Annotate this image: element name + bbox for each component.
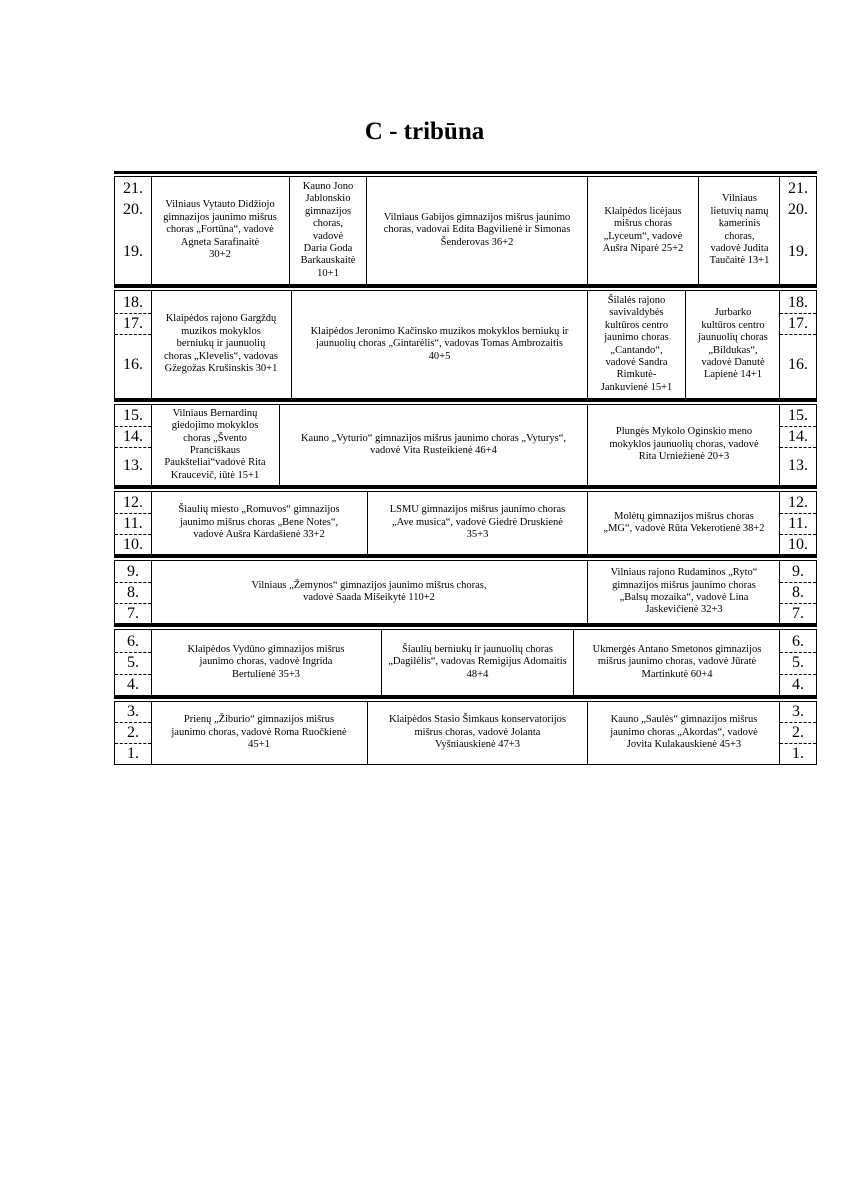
row-divider xyxy=(115,722,151,723)
row-divider xyxy=(115,582,151,583)
row-number: 2. xyxy=(127,724,139,741)
row-number: 20. xyxy=(788,201,808,218)
row-number: 21. xyxy=(123,180,143,197)
row-numbers-left xyxy=(115,177,152,284)
choir-cell: Kauno „Saulės“ gimnazijos mišrus jaunimo choras „Akordas“, vadovė Jovita Kulakauskienė 45+3 xyxy=(587,702,780,764)
row-divider xyxy=(115,447,151,448)
row-number: 1. xyxy=(792,745,804,762)
row-number: 14. xyxy=(123,428,143,445)
tribune-section-18-16 xyxy=(114,291,817,399)
row-divider xyxy=(780,334,816,335)
row-divider xyxy=(780,722,816,723)
row-numbers-left xyxy=(115,630,152,695)
row-divider xyxy=(780,313,816,314)
row-number: 12. xyxy=(788,494,808,511)
choir-cell: Jurbarko kultūros centro jaunuolių choras „Bildukas“, vadovė Danutė Lapienė 14+1 xyxy=(685,291,780,398)
row-numbers-right xyxy=(779,291,816,398)
row-number: 5. xyxy=(127,654,139,671)
row-numbers-right xyxy=(779,630,816,695)
page-title: C - tribūna xyxy=(364,118,485,145)
choir-cell: Vilniaus „Žemynos“ gimnazijos jaunimo mišrus choras, vadovė Saada Mišeikytė 110+2 xyxy=(251,579,487,603)
row-divider xyxy=(115,534,151,535)
row-divider xyxy=(780,674,816,675)
row-number: 11. xyxy=(788,515,808,532)
choir-cell: Klaipėdos Stasio Šimkaus konservatorijos mišrus choras, vadovė Jolanta Vyšniauskienė 47+3 xyxy=(367,702,587,764)
row-number: 17. xyxy=(788,315,808,332)
row-number: 10. xyxy=(788,536,808,553)
choir-cell: Klaipėdos licėjaus mišrus choras „Lyceum“, vadovė Aušra Niparė 25+2 xyxy=(587,177,698,284)
row-divider xyxy=(115,603,151,604)
row-divider xyxy=(115,652,151,653)
row-divider xyxy=(115,513,151,514)
row-number: 11. xyxy=(123,515,143,532)
row-number: 21. xyxy=(788,180,808,197)
row-divider xyxy=(780,582,816,583)
tribune-section-6-4 xyxy=(114,630,817,696)
choir-cell: Klaipėdos rajono Gargždų muzikos mokyklos berniukų ir jaunuolių choras „Klevelis“, vadovas Gžegožas Krušinskis 30+1 xyxy=(164,313,278,375)
choir-cell: Šilalės rajono savivaldybės kultūros centro jaunimo choras „Cantando“, vadovė Sandra Rimkutė- Jankuvienė 15+1 xyxy=(587,291,685,398)
row-number: 18. xyxy=(123,294,143,311)
row-divider xyxy=(115,674,151,675)
row-divider xyxy=(780,743,816,744)
tribune-section-15-13 xyxy=(114,405,817,486)
choir-cell: Klaipėdos Vydūno gimnazijos mišrus jaunimo choras, vadovė Ingrida Bertulienė 35+3 xyxy=(187,643,345,680)
row-divider xyxy=(780,426,816,427)
row-number: 19. xyxy=(788,243,808,260)
tribune-section-9-7 xyxy=(114,561,817,624)
row-number: 3. xyxy=(127,703,139,720)
row-numbers-right xyxy=(779,177,816,284)
row-divider xyxy=(780,447,816,448)
row-number: 7. xyxy=(127,605,139,622)
row-number: 17. xyxy=(123,315,143,332)
row-number: 9. xyxy=(127,563,139,580)
row-numbers-left xyxy=(115,492,152,554)
choir-cell: Vilniaus Bernardinų giedojimo mokyklos choras „Švento Pranciškaus Paukšteliai“vadovė Rita Kraucevič, iūtė 15+1 xyxy=(164,407,266,481)
row-number: 16. xyxy=(788,356,808,373)
choir-cell: Vilniaus rajono Rudaminos „Ryto“ gimnazijos mišrus jaunimo choras „Balsų mozaika“, vadovė Lina Jaskevičienė 32+3 xyxy=(587,561,780,623)
tribune-section-12-10 xyxy=(114,492,817,555)
row-numbers-left xyxy=(115,561,152,623)
choir-cell: Molėtų gimnazijos mišrus choras „MG“, vadovė Rūta Vekerotienė 38+2 xyxy=(587,492,780,554)
tribune-section-21-19 xyxy=(114,177,817,285)
row-number: 13. xyxy=(123,457,143,474)
row-divider xyxy=(115,426,151,427)
choir-cell: Prienų „Žiburio“ gimnazijos mišrus jaunimo choras, vadovė Roma Ruočkienė 45+1 xyxy=(171,714,347,751)
row-number: 19. xyxy=(123,243,143,260)
row-number: 12. xyxy=(123,494,143,511)
row-numbers-left xyxy=(115,291,152,398)
row-number: 2. xyxy=(792,724,804,741)
choir-cell: Šiaulių berniukų ir jaunuolių choras „Dagilėlis“, vadovas Remigijus Adomaitis 48+4 xyxy=(381,630,573,695)
row-divider xyxy=(780,603,816,604)
row-number: 18. xyxy=(788,294,808,311)
row-divider xyxy=(780,513,816,514)
row-number: 4. xyxy=(792,676,804,693)
row-numbers-left xyxy=(115,702,152,764)
row-numbers-right xyxy=(779,561,816,623)
tribune-section-3-1 xyxy=(114,702,817,765)
row-numbers-right xyxy=(779,492,816,554)
row-number: 20. xyxy=(123,201,143,218)
choir-cell: LSMU gimnazijos mišrus jaunimo choras „Ave musica“, vadovė Giedrė Druskienė 35+3 xyxy=(367,492,587,554)
choir-cell: Kauno „Vyturio“ gimnazijos mišrus jaunimo choras „Vyturys“, vadovė Vita Rusteikienė 46+4 xyxy=(279,405,587,485)
row-numbers-right xyxy=(779,702,816,764)
row-number: 4. xyxy=(127,676,139,693)
choir-cell: Šiaulių miesto „Romuvos“ gimnazijos jaunimo mišrus choras „Bene Notes“, vadovė Aušra Kardašienė 33+2 xyxy=(178,504,340,541)
row-number: 10. xyxy=(123,536,143,553)
row-number: 8. xyxy=(792,584,804,601)
choir-cell: Vilniaus lietuvių namų kamerinis choras, vadovė Judita Taučaitė 13+1 xyxy=(698,177,780,284)
row-number: 14. xyxy=(788,428,808,445)
row-divider xyxy=(115,313,151,314)
row-number: 1. xyxy=(127,745,139,762)
row-divider xyxy=(780,534,816,535)
row-number: 6. xyxy=(792,633,804,650)
choir-cell: Plungės Mykolo Oginskio meno mokyklos jaunuolių choras, vadovė Rita Urniežienė 20+3 xyxy=(587,405,780,485)
row-number: 9. xyxy=(792,563,804,580)
row-number: 8. xyxy=(127,584,139,601)
row-number: 15. xyxy=(123,407,143,424)
choir-cell: Vilniaus Vytauto Didžiojo gimnazijos jaunimo mišrus choras „Fortūna“, vadovė Agneta Sarafinaitė 30+2 xyxy=(163,199,277,261)
row-number: 6. xyxy=(127,633,139,650)
row-number: 13. xyxy=(788,457,808,474)
row-divider xyxy=(780,652,816,653)
row-number: 5. xyxy=(792,654,804,671)
row-divider xyxy=(115,743,151,744)
row-number: 16. xyxy=(123,356,143,373)
row-numbers-right xyxy=(779,405,816,485)
row-number: 3. xyxy=(792,703,804,720)
choir-cell: Klaipėdos Jeronimo Kačinsko muzikos mokyklos berniukų ir jaunuolių choras „Gintarėlis“, vadovas Tomas Ambrozaitis 40+5 xyxy=(291,291,587,398)
choir-cell: Vilniaus Gabijos gimnazijos mišrus jaunimo choras, vadovai Edita Bagvilienė ir Simonas Šenderovas 36+2 xyxy=(366,177,587,284)
row-number: 15. xyxy=(788,407,808,424)
row-divider xyxy=(115,334,151,335)
row-number: 7. xyxy=(792,605,804,622)
choir-cell: Ukmergės Antano Smetonos gimnazijos mišrus jaunimo choras, vadovė Jūratė Martinkutė 60+4 xyxy=(573,630,780,695)
row-numbers-left xyxy=(115,405,152,485)
choir-cell: Kauno Jono Jablonskio gimnazijos choras, vadovė Daria Goda Barkauskaitė 10+1 xyxy=(289,177,366,284)
